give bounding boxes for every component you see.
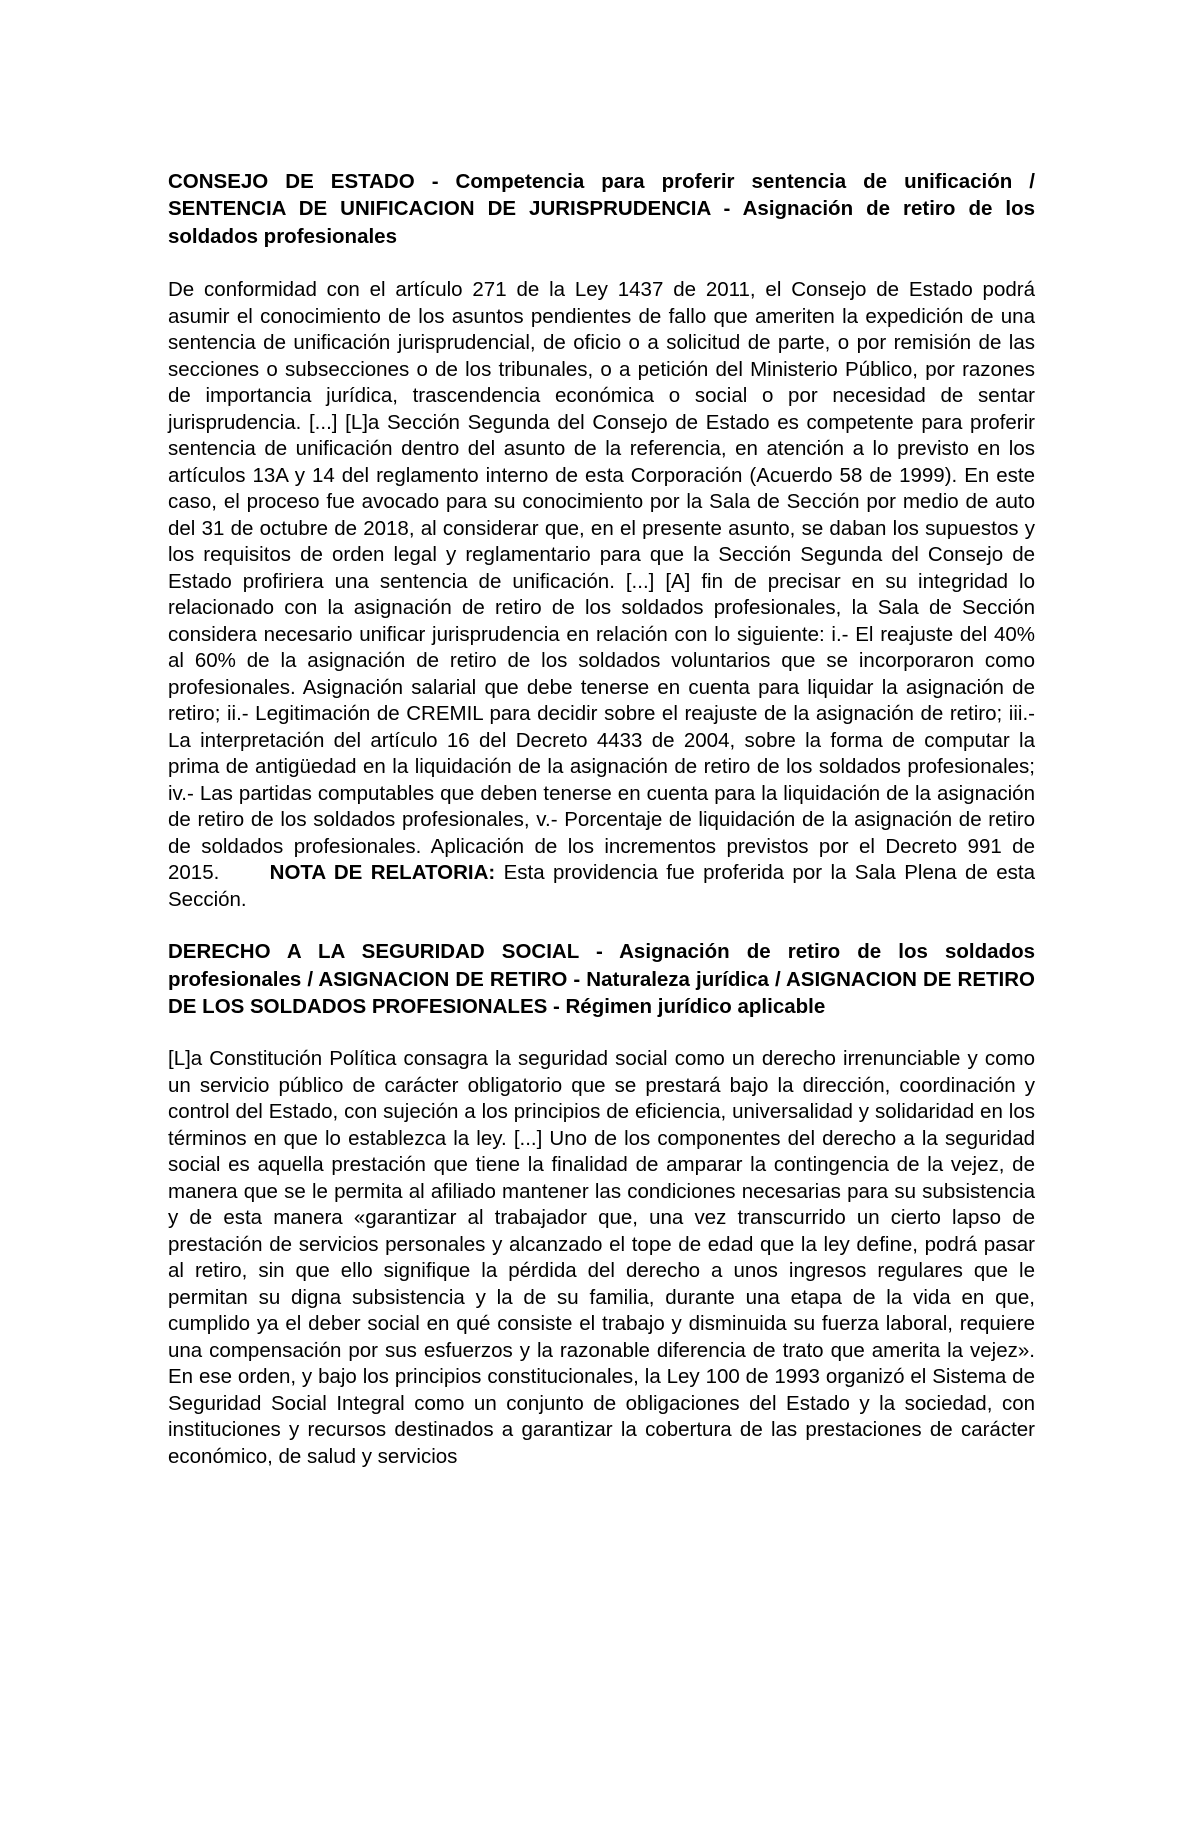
section-heading: CONSEJO DE ESTADO - Competencia para proferir sentencia de unificación / SENTENCIA DE UNIFICACION DE JURISPRUDENCIA - Asignación de retiro de los soldados profesionales [168,170,1035,248]
relatoria-note-label: NOTA DE RELATORIA: [269,861,496,885]
section-body [168,277,1035,913]
document-page [168,168,1035,1470]
relatoria-note-text: Esta providencia fue proferida por la Sala Plena de esta Sección. [168,861,1035,911]
section-body-2: [L]a Constitución Política consagra la seguridad social como un derecho irrenunciable y como un servicio público de carácter obligatorio que se prestará bajo la dirección, coordinación y control del Estado, con sujeción a los principios de eficiencia, universalidad y solidaridad en los términos en que lo establezca la ley. [...] Uno de los componentes del derecho a la seguridad social es aquella prestación que tiene la finalidad de amparar la contingencia de la vejez, de manera que se le permita al afiliado mantener las condiciones necesarias para su subsistencia y de esta manera «garantizar al trabajador que, una vez transcurrido un cierto lapso de prestación de servicios personales y alcanzado el tope de edad que la ley define, podrá pasar al retiro, sin que ello signifique la pérdida del derecho a unos ingresos regulares que le permitan su digna subsistencia y la de su familia, durante una etapa de la vida en que, cumplido ya el deber social en qué consiste el trabajo y disminuida su fuerza laboral, requiere una compensación por sus esfuerzos y la razonable diferencia de trato que amerita la vejez». En ese orden, y bajo los principios constitucionales, la Ley 100 de 1993 organizó el Sistema de Seguridad Social Integral como un conjunto de obligaciones del Estado y la sociedad, con instituciones y recursos destinados a garantizar la cobertura de las prestaciones de carácter económico, de salud y servicios [168,1047,1035,1468]
section-heading-2: DERECHO A LA SEGURIDAD SOCIAL - Asignación de retiro de los soldados profesionales / ASIGNACION DE RETIRO - Naturaleza jurídica / ASIGNACION DE RETIRO DE LOS SOLDADOS PROFESIONALES - Régimen jurídico aplicable [168,940,1035,1019]
section-body-text: De conformidad con el artículo 271 de la Ley 1437 de 2011, el Consejo de Estado podrá asumir el conocimiento de los asuntos pendientes de fallo que ameriten la expedición de una sentencia de unificación jurisprudencial, de oficio o a solicitud de parte, o por remisión de las secciones o subsecciones o de los tribunales, o a petición del Ministerio Público, por razones de importancia jurídica, trascendencia económica o social o por necesidad de sentar jurisprudencia. [...] [L]a Sección Segunda del Consejo de Estado es competente para proferir sentencia de unificación dentro del asunto de la referencia, en atención a lo previsto en los artículos 13A y 14 del reglamento interno de esta Corporación (Acuerdo 58 de 1999). En este caso, el proceso fue avocado para su conocimiento por la Sala de Sección por medio de auto del 31 de octubre de 2018, al considerar que, en el presente asunto, se daban los supuestos y los requisitos de orden legal y reglamentario para que la Sección Segunda del Consejo de Estado profiriera una sentencia de unificación. [...] [A] fin de precisar en su integridad lo relacionado con la asignación de retiro de los soldados profesionales, la Sala de Sección considera necesario unificar jurisprudencia en relación con lo siguiente: i.- El reajuste del 40% al 60% de la asignación de retiro de los soldados voluntarios que se incorporaron como profesionales. Asignación salarial que debe tenerse en cuenta para liquidar la asignación de retiro; ii.- Legitimación de CREMIL para decidir sobre el reajuste de la asignación de retiro; iii.- La interpretación del artículo 16 del Decreto 4433 de 2004, sobre la forma de computar la prima de antigüedad en la liquidación de la asignación de retiro de los soldados profesionales; iv.- Las partidas computables que deben tenerse en cuenta para la liquidación de la asignación de retiro de los soldados profesionales, v.- Porcentaje de liquidación de la asignación de retiro de soldados profesionales. Aplicación de los incrementos previstos por el Decreto 991 de 2015. [168,278,1035,885]
